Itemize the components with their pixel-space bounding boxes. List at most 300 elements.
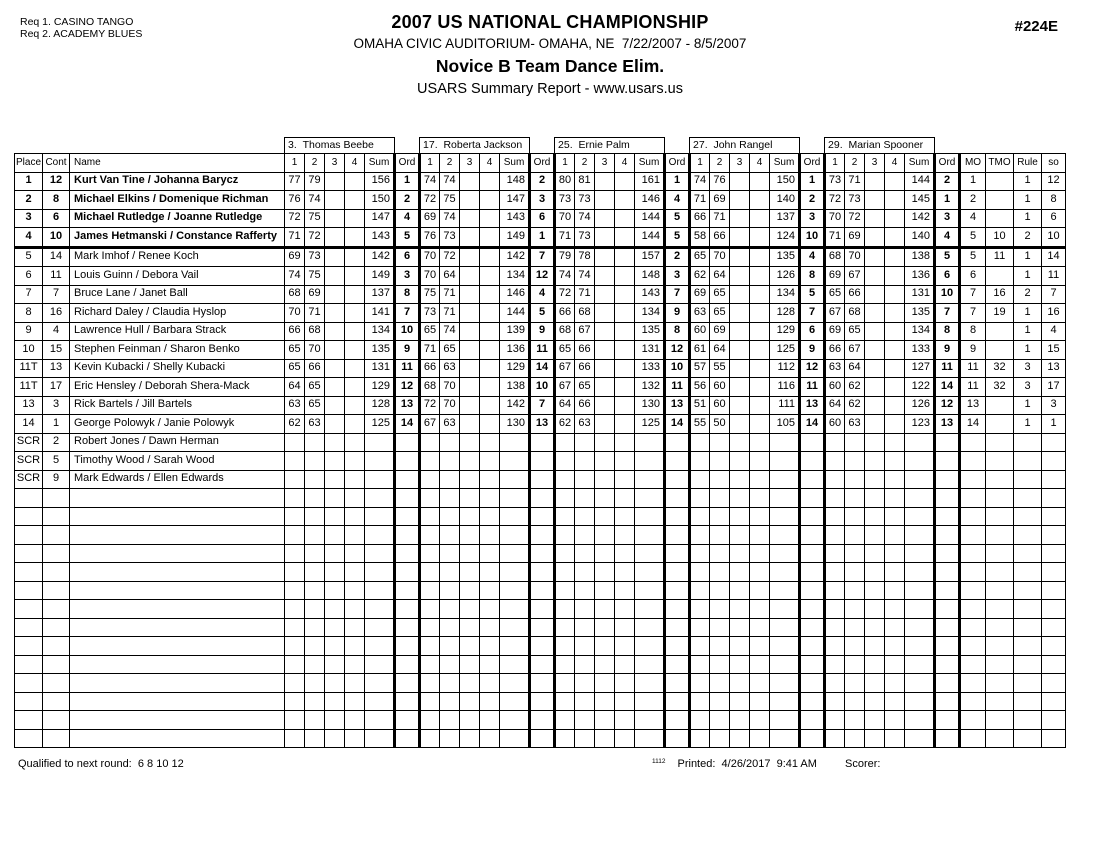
table-row bbox=[15, 378, 1066, 397]
score-cell bbox=[595, 618, 615, 637]
sum-cell bbox=[365, 433, 395, 452]
score-cell bbox=[730, 378, 750, 397]
ord-cell bbox=[935, 544, 960, 563]
sum-cell: 127 bbox=[905, 359, 935, 378]
score-cell bbox=[345, 729, 365, 748]
score-cell bbox=[595, 396, 615, 415]
score-cell bbox=[615, 489, 635, 508]
ord-cell: 5 bbox=[665, 228, 690, 248]
score-cell bbox=[460, 378, 480, 397]
score-cell bbox=[865, 600, 885, 619]
score-cell: 63 bbox=[575, 415, 595, 434]
score-cell bbox=[750, 674, 770, 693]
score-cell bbox=[305, 637, 325, 656]
ord-cell bbox=[800, 674, 825, 693]
score-cell bbox=[615, 267, 635, 286]
score-cell bbox=[750, 563, 770, 582]
score-cell bbox=[595, 209, 615, 228]
name-cell: Lawrence Hull / Barbara Strack bbox=[70, 322, 285, 341]
sum-cell: 122 bbox=[905, 378, 935, 397]
sum-cell: 133 bbox=[635, 359, 665, 378]
sum-cell: 116 bbox=[770, 378, 800, 397]
tmo-cell bbox=[986, 729, 1014, 748]
score-cell bbox=[885, 729, 905, 748]
score-cell bbox=[865, 452, 885, 471]
sum-cell: 137 bbox=[365, 285, 395, 304]
score-cell bbox=[305, 526, 325, 545]
sum-cell bbox=[365, 563, 395, 582]
score-cell bbox=[325, 470, 345, 489]
sum-cell bbox=[770, 526, 800, 545]
sum-cell: 144 bbox=[635, 228, 665, 248]
score-cell: 71 bbox=[710, 209, 730, 228]
score-cell bbox=[885, 378, 905, 397]
score-cell bbox=[555, 637, 575, 656]
score-cell: 68 bbox=[845, 304, 865, 323]
mo-cell: 7 bbox=[960, 285, 986, 304]
sum-cell bbox=[635, 433, 665, 452]
sum-cell: 146 bbox=[500, 285, 530, 304]
place-cell bbox=[15, 729, 43, 748]
ord-cell bbox=[935, 433, 960, 452]
rule-cell: 3 bbox=[1014, 378, 1042, 397]
sum-cell: 144 bbox=[635, 209, 665, 228]
sum-cell bbox=[635, 729, 665, 748]
score-cell: 67 bbox=[420, 415, 440, 434]
ord-cell bbox=[665, 489, 690, 508]
so-cell bbox=[1042, 433, 1066, 452]
score-cell bbox=[730, 452, 750, 471]
cont-cell: 3 bbox=[43, 396, 70, 415]
sum-cell bbox=[905, 581, 935, 600]
score-cell bbox=[345, 415, 365, 434]
cont-cell: 1 bbox=[43, 415, 70, 434]
score-cell bbox=[885, 247, 905, 267]
ord-cell bbox=[530, 674, 555, 693]
place-cell bbox=[15, 618, 43, 637]
score-cell bbox=[885, 674, 905, 693]
score-cell bbox=[615, 322, 635, 341]
score-cell bbox=[575, 692, 595, 711]
score-cell bbox=[595, 581, 615, 600]
score-cell bbox=[730, 341, 750, 360]
cont-cell bbox=[43, 489, 70, 508]
score-cell: 72 bbox=[420, 396, 440, 415]
score-cell bbox=[345, 489, 365, 508]
score-cell bbox=[285, 637, 305, 656]
score-cell: 57 bbox=[690, 359, 710, 378]
score-cell bbox=[865, 711, 885, 730]
so-cell bbox=[1042, 581, 1066, 600]
tmo-cell bbox=[986, 452, 1014, 471]
score-cell bbox=[595, 172, 615, 191]
so-cell: 15 bbox=[1042, 341, 1066, 360]
score-cell: 70 bbox=[420, 267, 440, 286]
score-cell bbox=[420, 544, 440, 563]
col-header-rule: Rule bbox=[1014, 154, 1042, 173]
score-cell: 62 bbox=[845, 396, 865, 415]
place-cell: 14 bbox=[15, 415, 43, 434]
sum-cell bbox=[770, 674, 800, 693]
score-cell: 71 bbox=[305, 304, 325, 323]
ord-cell bbox=[665, 729, 690, 748]
sum-cell bbox=[770, 729, 800, 748]
score-cell bbox=[615, 304, 635, 323]
sum-cell: 149 bbox=[500, 228, 530, 248]
score-cell: 72 bbox=[555, 285, 575, 304]
sum-cell: 142 bbox=[365, 247, 395, 267]
cont-cell: 11 bbox=[43, 267, 70, 286]
cont-cell bbox=[43, 618, 70, 637]
score-cell bbox=[710, 655, 730, 674]
score-cell: 66 bbox=[555, 304, 575, 323]
rule-cell: 1 bbox=[1014, 209, 1042, 228]
score-cell: 64 bbox=[825, 396, 845, 415]
sum-cell bbox=[365, 655, 395, 674]
score-cell bbox=[690, 581, 710, 600]
mo-cell: 11 bbox=[960, 378, 986, 397]
ord-cell bbox=[665, 581, 690, 600]
score-cell bbox=[460, 415, 480, 434]
sum-cell bbox=[770, 544, 800, 563]
score-cell bbox=[480, 692, 500, 711]
cont-cell: 9 bbox=[43, 470, 70, 489]
col-header-sum: Sum bbox=[770, 154, 800, 173]
ord-cell: 10 bbox=[530, 378, 555, 397]
sum-cell: 132 bbox=[635, 378, 665, 397]
ord-cell bbox=[395, 452, 420, 471]
mo-cell: 6 bbox=[960, 267, 986, 286]
score-cell bbox=[710, 600, 730, 619]
name-cell bbox=[70, 544, 285, 563]
score-cell bbox=[615, 228, 635, 248]
score-cell bbox=[730, 581, 750, 600]
score-cell bbox=[865, 489, 885, 508]
cont-cell: 8 bbox=[43, 191, 70, 210]
ord-cell: 2 bbox=[665, 247, 690, 267]
score-cell bbox=[325, 581, 345, 600]
cont-cell bbox=[43, 600, 70, 619]
score-cell bbox=[480, 618, 500, 637]
score-cell bbox=[325, 600, 345, 619]
name-cell: Rick Bartels / Jill Bartels bbox=[70, 396, 285, 415]
ord-cell: 1 bbox=[530, 228, 555, 248]
ord-cell: 2 bbox=[395, 191, 420, 210]
cont-cell bbox=[43, 729, 70, 748]
rule-cell bbox=[1014, 711, 1042, 730]
score-cell bbox=[750, 692, 770, 711]
judge-header: 29. Marian Spooner bbox=[825, 138, 935, 154]
score-cell bbox=[845, 655, 865, 674]
sum-cell: 135 bbox=[635, 322, 665, 341]
score-cell: 69 bbox=[710, 191, 730, 210]
score-cell bbox=[750, 341, 770, 360]
score-cell bbox=[845, 433, 865, 452]
score-cell: 66 bbox=[575, 396, 595, 415]
score-cell bbox=[615, 378, 635, 397]
score-cell bbox=[750, 655, 770, 674]
ord-cell: 5 bbox=[665, 209, 690, 228]
name-cell bbox=[70, 507, 285, 526]
ord-cell bbox=[800, 618, 825, 637]
sum-cell bbox=[365, 526, 395, 545]
score-cell bbox=[595, 267, 615, 286]
score-cell bbox=[345, 247, 365, 267]
tmo-cell bbox=[986, 470, 1014, 489]
score-cell bbox=[555, 489, 575, 508]
score-cell bbox=[285, 692, 305, 711]
tmo-cell: 32 bbox=[986, 359, 1014, 378]
sum-cell: 148 bbox=[635, 267, 665, 286]
score-cell: 73 bbox=[305, 247, 325, 267]
tmo-cell bbox=[986, 507, 1014, 526]
ord-cell: 13 bbox=[395, 396, 420, 415]
score-cell: 73 bbox=[575, 228, 595, 248]
sum-cell: 138 bbox=[905, 247, 935, 267]
mo-cell bbox=[960, 711, 986, 730]
table-row bbox=[15, 247, 1066, 267]
sum-cell bbox=[635, 637, 665, 656]
score-cell: 78 bbox=[575, 247, 595, 267]
ord-cell: 1 bbox=[800, 172, 825, 191]
score-cell: 71 bbox=[845, 172, 865, 191]
ord-cell bbox=[530, 563, 555, 582]
score-cell bbox=[460, 600, 480, 619]
name-cell: James Hetmanski / Constance Rafferty bbox=[70, 228, 285, 248]
ord-cell bbox=[800, 433, 825, 452]
table-row bbox=[15, 267, 1066, 286]
ord-cell: 8 bbox=[395, 285, 420, 304]
table-row bbox=[15, 172, 1066, 191]
judge-header: 17. Roberta Jackson bbox=[420, 138, 530, 154]
score-cell bbox=[345, 563, 365, 582]
score-cell: 75 bbox=[440, 191, 460, 210]
col-header-4: 4 bbox=[885, 154, 905, 173]
sum-cell bbox=[905, 507, 935, 526]
sum-cell bbox=[500, 692, 530, 711]
mo-cell: 5 bbox=[960, 247, 986, 267]
score-cell bbox=[885, 563, 905, 582]
ord-cell bbox=[935, 600, 960, 619]
sum-cell: 148 bbox=[500, 172, 530, 191]
score-cell: 50 bbox=[710, 415, 730, 434]
score-cell bbox=[460, 304, 480, 323]
judge-header: 27. John Rangel bbox=[690, 138, 800, 154]
score-cell bbox=[460, 396, 480, 415]
score-cell bbox=[865, 433, 885, 452]
score-cell bbox=[615, 209, 635, 228]
sum-cell: 129 bbox=[500, 359, 530, 378]
score-cell bbox=[555, 711, 575, 730]
rule-cell bbox=[1014, 563, 1042, 582]
ord-cell bbox=[530, 600, 555, 619]
score-cell bbox=[750, 304, 770, 323]
score-cell bbox=[615, 172, 635, 191]
sum-cell: 143 bbox=[500, 209, 530, 228]
sum-cell bbox=[500, 452, 530, 471]
score-cell: 71 bbox=[440, 285, 460, 304]
score-cell bbox=[730, 600, 750, 619]
ord-cell bbox=[935, 526, 960, 545]
name-cell bbox=[70, 581, 285, 600]
ord-cell: 3 bbox=[530, 191, 555, 210]
ord-cell: 5 bbox=[530, 304, 555, 323]
ord-cell bbox=[935, 674, 960, 693]
name-cell bbox=[70, 655, 285, 674]
ord-cell bbox=[395, 692, 420, 711]
score-cell: 70 bbox=[420, 247, 440, 267]
sum-cell: 141 bbox=[365, 304, 395, 323]
col-header-1: 1 bbox=[285, 154, 305, 173]
ord-cell: 7 bbox=[530, 396, 555, 415]
place-cell: 2 bbox=[15, 191, 43, 210]
score-cell: 63 bbox=[440, 415, 460, 434]
score-cell bbox=[285, 507, 305, 526]
score-cell bbox=[825, 433, 845, 452]
report-header bbox=[0, 12, 1100, 97]
score-cell bbox=[480, 341, 500, 360]
cont-cell: 5 bbox=[43, 452, 70, 471]
place-cell: 3 bbox=[15, 209, 43, 228]
score-cell bbox=[885, 415, 905, 434]
ord-cell: 1 bbox=[665, 172, 690, 191]
sum-cell bbox=[905, 563, 935, 582]
sum-cell: 126 bbox=[905, 396, 935, 415]
score-cell bbox=[885, 544, 905, 563]
rule-cell bbox=[1014, 489, 1042, 508]
score-cell: 70 bbox=[305, 341, 325, 360]
score-cell bbox=[885, 470, 905, 489]
score-cell bbox=[440, 711, 460, 730]
score-cell bbox=[865, 209, 885, 228]
ord-cell: 3 bbox=[935, 209, 960, 228]
score-cell bbox=[885, 618, 905, 637]
score-cell: 51 bbox=[690, 396, 710, 415]
score-cell: 60 bbox=[710, 378, 730, 397]
score-cell bbox=[285, 452, 305, 471]
score-cell bbox=[615, 470, 635, 489]
so-cell bbox=[1042, 489, 1066, 508]
score-cell bbox=[595, 526, 615, 545]
ord-cell bbox=[800, 452, 825, 471]
col-header-so: so bbox=[1042, 154, 1066, 173]
score-cell bbox=[595, 507, 615, 526]
score-cell bbox=[750, 415, 770, 434]
ord-cell bbox=[935, 581, 960, 600]
score-cell: 72 bbox=[845, 209, 865, 228]
sum-cell: 142 bbox=[500, 247, 530, 267]
score-cell bbox=[420, 581, 440, 600]
score-cell bbox=[480, 452, 500, 471]
score-cell bbox=[865, 729, 885, 748]
score-cell bbox=[825, 544, 845, 563]
score-cell bbox=[285, 526, 305, 545]
score-cell bbox=[440, 489, 460, 508]
rule-cell: 1 bbox=[1014, 191, 1042, 210]
sum-cell bbox=[905, 452, 935, 471]
score-cell bbox=[730, 267, 750, 286]
ord-cell: 3 bbox=[395, 267, 420, 286]
report-subtitle: USARS Summary Report - www.usars.us bbox=[417, 81, 683, 97]
score-cell bbox=[420, 563, 440, 582]
score-cell bbox=[825, 618, 845, 637]
score-cell bbox=[825, 563, 845, 582]
score-cell: 62 bbox=[285, 415, 305, 434]
score-cell bbox=[555, 692, 575, 711]
score-cell bbox=[690, 452, 710, 471]
table-row bbox=[15, 544, 1066, 563]
score-cell bbox=[345, 228, 365, 248]
ord-cell: 7 bbox=[800, 304, 825, 323]
score-cell bbox=[615, 692, 635, 711]
table-row bbox=[15, 285, 1066, 304]
ord-cell bbox=[800, 692, 825, 711]
score-cell bbox=[575, 711, 595, 730]
ord-cell bbox=[665, 433, 690, 452]
score-cell bbox=[865, 674, 885, 693]
cont-cell bbox=[43, 692, 70, 711]
sum-cell bbox=[500, 729, 530, 748]
score-cell bbox=[750, 209, 770, 228]
score-cell bbox=[615, 711, 635, 730]
so-cell bbox=[1042, 711, 1066, 730]
score-cell bbox=[345, 637, 365, 656]
score-cell bbox=[460, 452, 480, 471]
printed-label: Printed: 4/26/2017 9:41 AM bbox=[677, 758, 817, 770]
score-cell bbox=[480, 285, 500, 304]
score-cell bbox=[440, 655, 460, 674]
score-cell bbox=[595, 322, 615, 341]
sum-cell bbox=[905, 470, 935, 489]
sum-cell bbox=[770, 618, 800, 637]
so-cell bbox=[1042, 526, 1066, 545]
rule-cell: 1 bbox=[1014, 415, 1042, 434]
score-cell bbox=[575, 618, 595, 637]
score-cell bbox=[845, 507, 865, 526]
ord-cell bbox=[530, 489, 555, 508]
score-cell bbox=[285, 674, 305, 693]
score-cell bbox=[885, 581, 905, 600]
table-row bbox=[15, 637, 1066, 656]
score-cell bbox=[440, 433, 460, 452]
score-cell bbox=[345, 692, 365, 711]
sum-cell bbox=[770, 470, 800, 489]
score-cell bbox=[615, 285, 635, 304]
score-cell bbox=[750, 359, 770, 378]
score-cell bbox=[420, 655, 440, 674]
tmo-cell bbox=[986, 396, 1014, 415]
score-cell bbox=[595, 228, 615, 248]
score-cell: 66 bbox=[305, 359, 325, 378]
so-cell bbox=[1042, 452, 1066, 471]
mo-cell bbox=[960, 563, 986, 582]
score-cell bbox=[865, 359, 885, 378]
rule-cell bbox=[1014, 433, 1042, 452]
score-cell: 70 bbox=[825, 209, 845, 228]
rule-cell: 1 bbox=[1014, 396, 1042, 415]
ord-cell bbox=[530, 470, 555, 489]
score-cell bbox=[885, 341, 905, 360]
sum-cell: 111 bbox=[770, 396, 800, 415]
col-header-ord: Ord bbox=[935, 154, 960, 173]
score-cell: 68 bbox=[285, 285, 305, 304]
score-cell bbox=[345, 655, 365, 674]
score-cell bbox=[865, 526, 885, 545]
ord-cell bbox=[395, 674, 420, 693]
cont-cell: 7 bbox=[43, 285, 70, 304]
place-cell: 4 bbox=[15, 228, 43, 248]
score-cell: 63 bbox=[285, 396, 305, 415]
